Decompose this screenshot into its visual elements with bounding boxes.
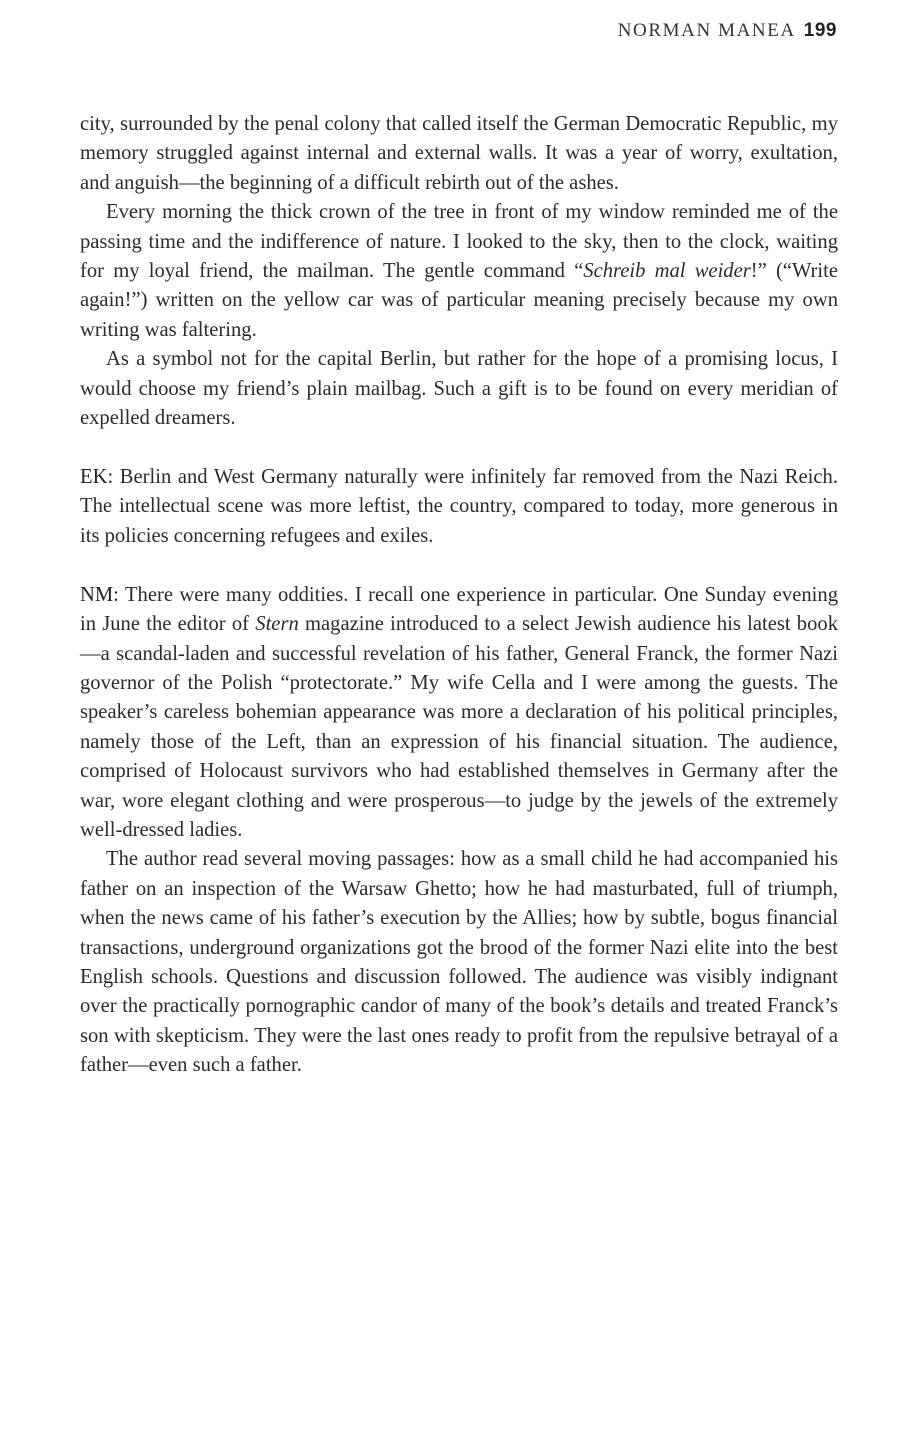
answer-text: magazine introduced to a select Jewish audience his latest book—a scandal-laden and successful revelation of his father, General Franck, the former Nazi governor of the Polish “protectorate.” My wife Cella and I were among the guests. The speaker’s careless bohemian appearance was more a declaration of his political principles, namely those of the Left, than an expression of his financial situation. The audience, comprised of Holocaust survivors who had established themselves in Germany after the war, wore elegant clothing and were prosperous—to judge by the jewels of the extremely well-dressed ladies. bbox=[80, 613, 838, 841]
paragraph-mailman bbox=[80, 198, 838, 345]
page-number: 199 bbox=[803, 20, 837, 41]
question-ek bbox=[80, 463, 838, 551]
italic-phrase: Schreib mal weider bbox=[583, 260, 751, 283]
body-text bbox=[80, 110, 838, 1081]
speaker-label-ek: EK: bbox=[80, 465, 114, 488]
header-author: NORMAN MANEA bbox=[617, 20, 796, 41]
running-header bbox=[618, 20, 837, 42]
answer-text: There were many oddities. I recall one experience in particular. One Sunday evening in June the editor of bbox=[80, 583, 838, 636]
paragraph-continued: city, surrounded by the penal colony that called itself the German Democratic Republic, my memory struggled against internal and external walls. It was a year of worry, exultation, and anguish—the beginning of a difficult rebirth out of the ashes. bbox=[80, 113, 838, 194]
paragraph-symbol: As a symbol not for the capital Berlin, but rather for the hope of a promising locus, I would choose my friend’s plain mailbag. Such a gift is to be found on every meridian of expelled dreamers. bbox=[80, 348, 838, 430]
paragraph-text: !” (“Write again!”) written on the yellow car was of particular meaning precisely because my own writing was faltering. bbox=[80, 260, 838, 341]
answer-nm bbox=[80, 581, 838, 846]
speaker-label-nm: NM: bbox=[80, 583, 119, 606]
question-text: Berlin and West Germany naturally were infinitely far removed from the Nazi Reich. The intellectual scene was more leftist, the country, compared to today, more generous in its policies concerning refugees and exiles. bbox=[80, 465, 838, 547]
paragraph-text: Every morning the thick crown of the tree in front of my window reminded me of the passing time and the indifference of nature. I looked to the sky, then to the clock, waiting for my loyal friend, the mailman. The gentle command “ bbox=[80, 201, 838, 283]
paragraph-author-reading: The author read several moving passages: how as a small child he had accompanied his father on an inspection of the Warsaw Ghetto; how he had masturbated, full of triumph, when the news came of his father’s execution by the Allies; how by subtle, bogus financial transactions, underground organizations got the brood of the former Nazi elite into the best English schools. Questions and discussion followed. The audience was visibly indignant over the practically pornographic candor of many of the book’s details and treated Franck’s son with skepticism. They were the last ones ready to profit from the repulsive betrayal of a father—even such a father. bbox=[80, 848, 838, 1077]
italic-magazine-title: Stern bbox=[255, 613, 299, 636]
